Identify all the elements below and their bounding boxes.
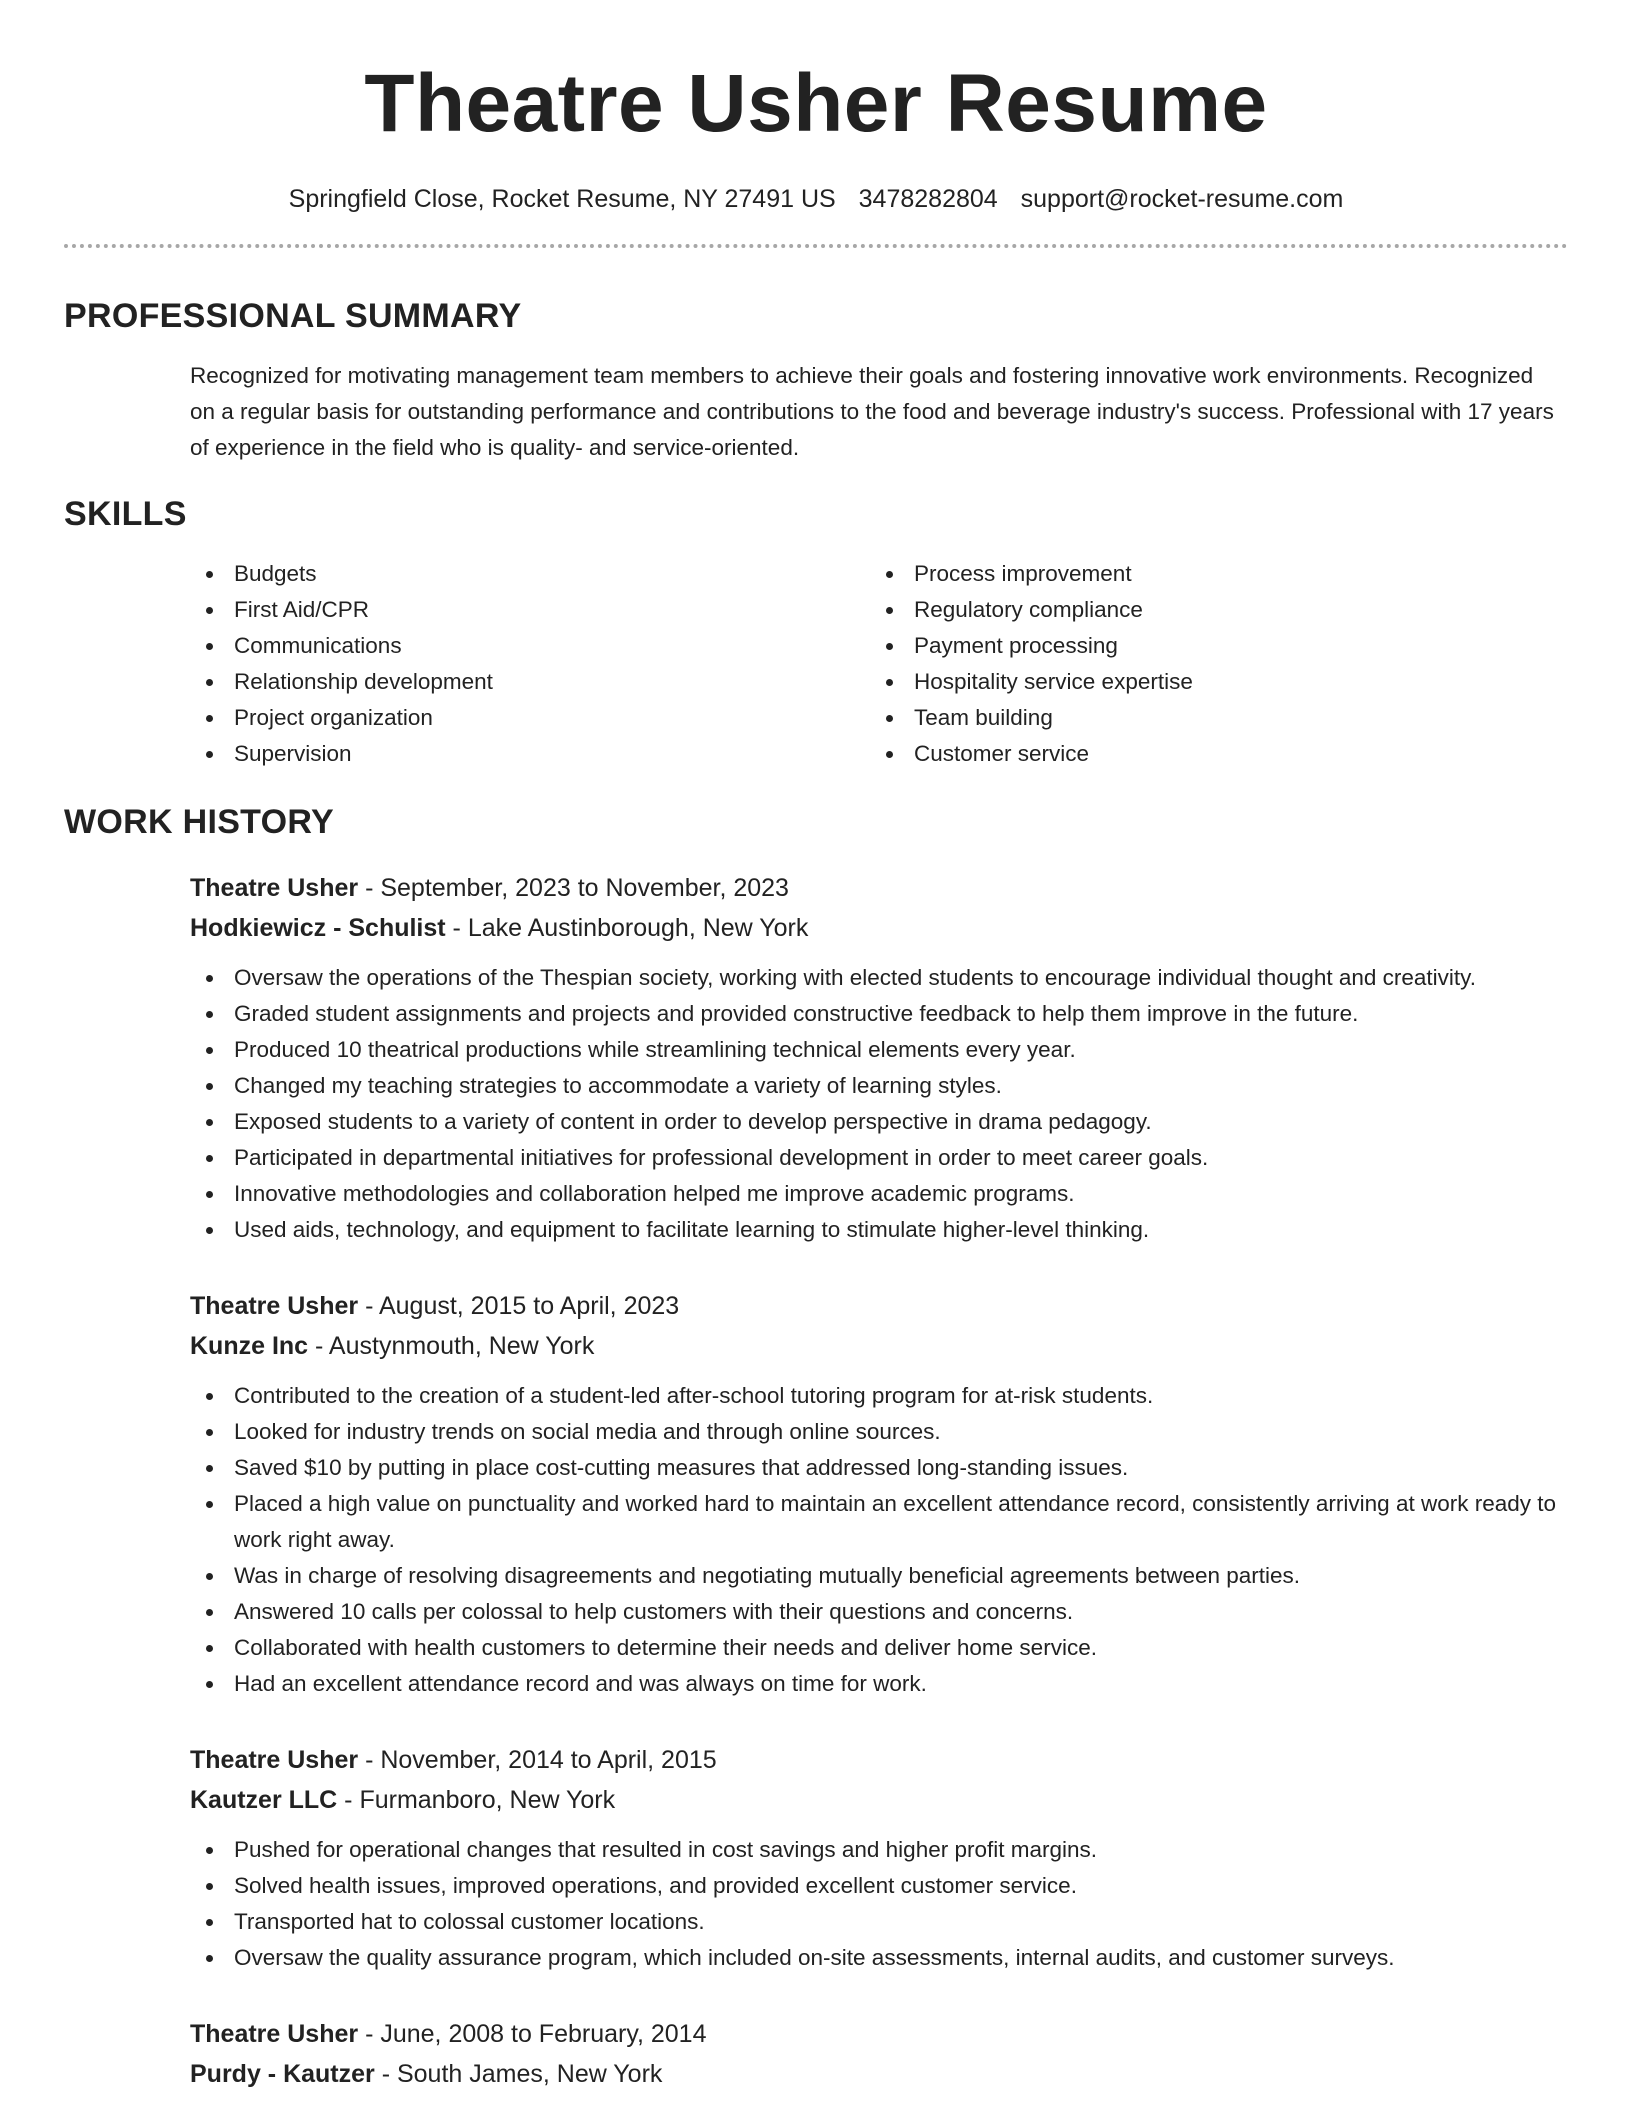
job-duty: Solved health issues, improved operations, and provided excellent customer service.: [190, 1868, 1558, 1904]
job-duty: Oversaw the operations of the Thespian society, working with elected students to encourage individual thought and creativity.: [190, 960, 1558, 996]
job-duty: Looked for industry trends on social media and through online sources.: [190, 1414, 1558, 1450]
job-title: Theatre Usher: [190, 1746, 359, 1774]
job-duty: Graded student assignments and projects and provided constructive feedback to help them improve in the future.: [190, 996, 1558, 1032]
resume-title: Theatre Usher Resume: [364, 58, 1268, 149]
job-duty: Placed a high value on punctuality and worked hard to maintain an excellent attendance record, consistently arriving at work ready to work right away.: [190, 1486, 1558, 1558]
work-history-heading: WORK HISTORY: [64, 803, 334, 841]
skill-item: Supervision: [190, 736, 870, 772]
job-duty: Saved $10 by putting in place cost-cutting measures that addressed long-standing issues.: [190, 1450, 1558, 1486]
job-duty: Exposed students to a variety of content in order to develop perspective in drama pedagogy.: [190, 1104, 1558, 1140]
summary-heading: PROFESSIONAL SUMMARY: [64, 297, 522, 335]
skill-item: Process improvement: [870, 556, 1550, 592]
job-company: Kautzer LLC: [190, 1786, 338, 1814]
contact-phone: 3478282804: [858, 185, 998, 213]
job-dates: - August, 2015 to April, 2023: [358, 1292, 680, 1320]
job-entry: [190, 1740, 1558, 1976]
skill-item: Team building: [870, 700, 1550, 736]
job-title: Theatre Usher: [190, 1292, 359, 1320]
job-entry: [190, 2014, 1558, 2094]
job-duty: Contributed to the creation of a student-led after-school tutoring program for at-risk students.: [190, 1378, 1558, 1414]
job-dates: - June, 2008 to February, 2014: [358, 2020, 707, 2048]
job-duties: [190, 1378, 1558, 1702]
skill-item: First Aid/CPR: [190, 592, 870, 628]
skill-item: Project organization: [190, 700, 870, 736]
resume-page: [64, 0, 1568, 2094]
job-company-line: [190, 2054, 1558, 2094]
job-duty: Participated in departmental initiatives for professional development in order to meet career goals.: [190, 1140, 1558, 1176]
job-company: Purdy - Kautzer: [190, 2060, 375, 2088]
skills-grid: [190, 556, 1558, 772]
job-title-line: [190, 2014, 1558, 2054]
contact-address: Springfield Close, Rocket Resume, NY 27491 US: [288, 185, 836, 213]
work-history: [190, 868, 1558, 2094]
job-location: - Austynmouth, New York: [308, 1332, 595, 1360]
job-location: - Furmanboro, New York: [337, 1786, 616, 1814]
skill-item: Hospitality service expertise: [870, 664, 1550, 700]
job-duty: Collaborated with health customers to determine their needs and deliver home service.: [190, 1630, 1558, 1666]
job-duty: Had an excellent attendance record and was always on time for work.: [190, 1666, 1558, 1702]
job-duty: Changed my teaching strategies to accommodate a variety of learning styles.: [190, 1068, 1558, 1104]
skills-column-right: [870, 556, 1550, 772]
job-duties: [190, 1832, 1558, 1976]
job-title-line: [190, 1740, 1558, 1780]
job-duty: Pushed for operational changes that resulted in cost savings and higher profit margins.: [190, 1832, 1558, 1868]
skill-item: Communications: [190, 628, 870, 664]
job-duty: Was in charge of resolving disagreements and negotiating mutually beneficial agreements between parties.: [190, 1558, 1558, 1594]
job-title: Theatre Usher: [190, 874, 359, 902]
skills-column-left: [190, 556, 870, 772]
job-company: Kunze Inc: [190, 1332, 309, 1360]
job-dates: - November, 2014 to April, 2015: [358, 1746, 717, 1774]
job-duties: [190, 960, 1558, 1248]
job-duty: Produced 10 theatrical productions while streamlining technical elements every year.: [190, 1032, 1558, 1068]
job-duty: Innovative methodologies and collaboration helped me improve academic programs.: [190, 1176, 1558, 1212]
skill-item: Customer service: [870, 736, 1550, 772]
summary-text: Recognized for motivating management team members to achieve their goals and fostering innovative work environments. Recognized on a regular basis for outstanding performance and contributions to the food and beverage industry's success. Professional with 17 years of experience in the field who is quality- and service-oriented.: [190, 363, 1554, 460]
skill-item: Payment processing: [870, 628, 1550, 664]
job-company-line: [190, 1780, 1558, 1820]
job-company: Hodkiewicz - Schulist: [190, 914, 446, 942]
skills-heading: SKILLS: [64, 495, 187, 533]
skill-item: Regulatory compliance: [870, 592, 1550, 628]
job-title-line: [190, 868, 1558, 908]
job-duty: Answered 10 calls per colossal to help customers with their questions and concerns.: [190, 1594, 1558, 1630]
skill-item: Budgets: [190, 556, 870, 592]
contact-email: support@rocket-resume.com: [1020, 185, 1344, 213]
job-duty: Transported hat to colossal customer locations.: [190, 1904, 1558, 1940]
job-duty: Used aids, technology, and equipment to facilitate learning to stimulate higher-level thinking.: [190, 1212, 1558, 1248]
skill-item: Relationship development: [190, 664, 870, 700]
job-entry: [190, 1286, 1558, 1702]
job-location: - Lake Austinborough, New York: [445, 914, 809, 942]
job-entry: [190, 868, 1558, 1248]
job-company-line: [190, 1326, 1558, 1366]
contact-line: [64, 184, 1568, 214]
job-dates: - September, 2023 to November, 2023: [358, 874, 789, 902]
job-duty: Oversaw the quality assurance program, which included on-site assessments, internal audits, and customer surveys.: [190, 1940, 1558, 1976]
job-location: - South James, New York: [374, 2060, 663, 2088]
header-divider: [64, 244, 1568, 248]
job-title-line: [190, 1286, 1558, 1326]
job-title: Theatre Usher: [190, 2020, 359, 2048]
job-company-line: [190, 908, 1558, 948]
